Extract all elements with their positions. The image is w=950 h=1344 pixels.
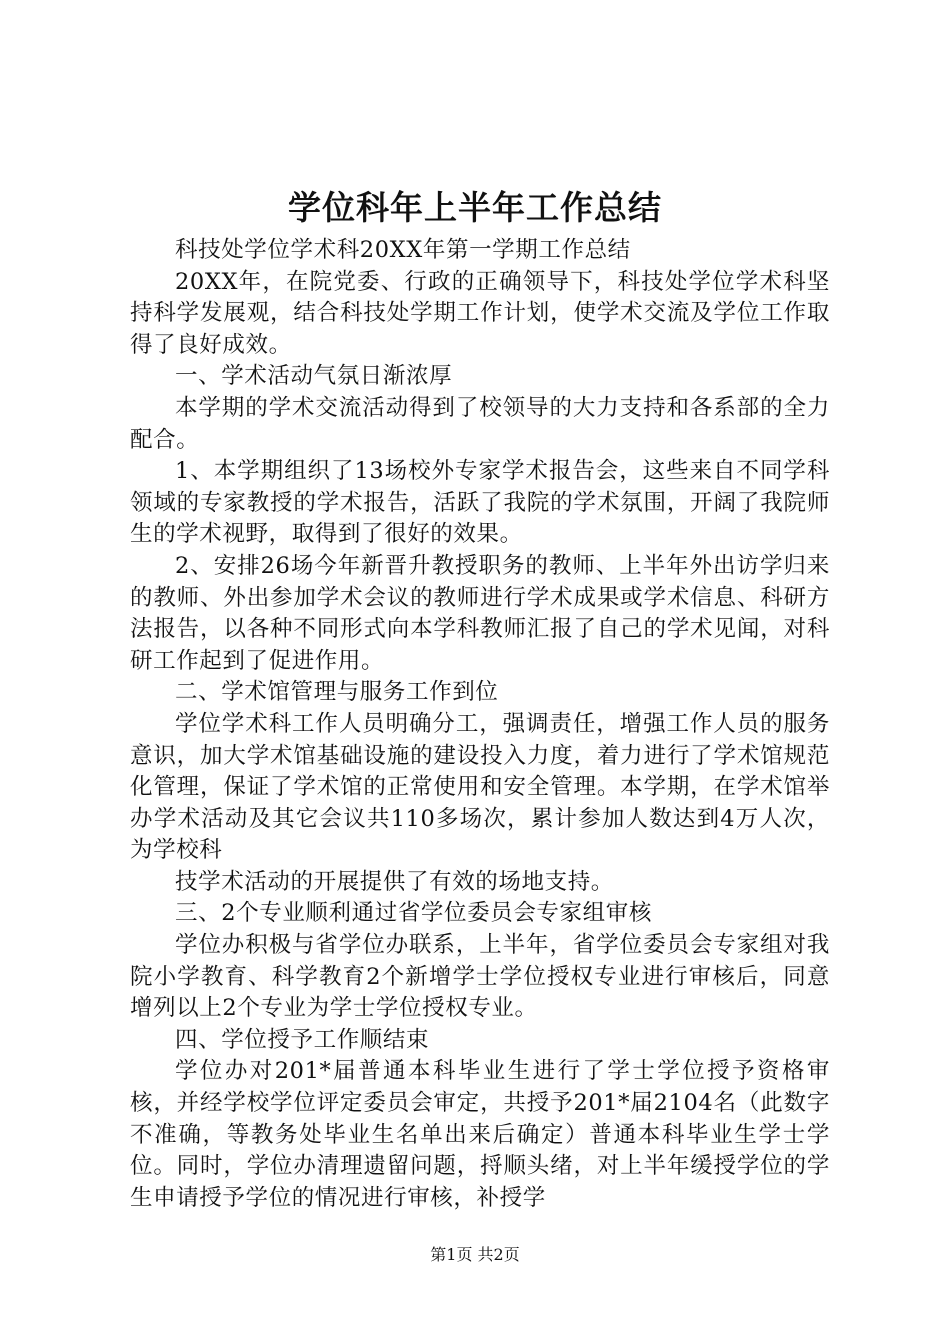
section-heading: 一、学术活动气氛日渐浓厚 — [175, 363, 453, 390]
paragraph: 2、安排26场今年新晋升教授职务的教师、上半年外出访学归来的教师、外出参加学术会议的教师进行学术成果或学术信息、科研方法报告，以各种不同形式向本学科教师汇报了自己的学术见闻，对科研工作起到了促进作用。 — [130, 552, 830, 674]
document-title: 学位科年上半年工作总结 — [288, 188, 662, 227]
section-heading: 四、学位授予工作顺结束 — [175, 1026, 430, 1053]
paragraph: 技学术活动的开展提供了有效的场地支持。 — [175, 868, 614, 895]
paragraph: 本学期的学术交流活动得到了校领导的大力支持和各系部的全力配合。 — [130, 394, 830, 453]
paragraph: 科技处学位学术科20XX年第一学期工作总结 — [175, 237, 631, 263]
paragraph: 学位学术科工作人员明确分工，强调责任，增强工作人员的服务意识，加大学术馆基础设施的建设投入力度，着力进行了学术馆规范化管理，保证了学术馆的正常使用和安全管理。本学期，在学术馆举办学术活动及其它会议共110多场次，累计参加人数达到4万人次，为学校科 — [130, 710, 830, 864]
paragraph: 学位办积极与省学位办联系，上半年，省学位委员会专家组对我院小学教育、科学教育2个新增学士学位授权专业进行审核后，同意增列以上2个专业为学士学位授权专业。 — [130, 932, 830, 1022]
paragraph: 20XX年，在院党委、行政的正确领导下，科技处学位学术科坚持科学发展观，结合科技处学期工作计划，使学术交流及学位工作取得了良好成效。 — [130, 268, 830, 358]
section-heading: 二、学术馆管理与服务工作到位 — [175, 679, 499, 706]
paragraph: 1、本学期组织了13场校外专家学术报告会，这些来自不同学科领域的专家教授的学术报告，活跃了我院的学术氛围，开阔了我院师生的学术视野，取得到了很好的效果。 — [130, 458, 830, 548]
paragraph: 学位办对201*届普通本科毕业生进行了学士学位授予资格审核，并经学校学位评定委员会审定，共授予201*届2104名（此数字不准确，等教务处毕业生名单出来后确定）普通本科毕业生学士学位。同时，学位办清理遗留问题，捋顺头绪，对上半年缓授学位的学生申请授予学位的情况进行审核，补授学 — [130, 1058, 830, 1211]
page-footer: 第1页 共2页 — [430, 1245, 520, 1264]
document-body — [130, 235, 830, 1214]
section-heading: 三、2个专业顺利通过省学位委员会专家组审核 — [175, 900, 652, 927]
